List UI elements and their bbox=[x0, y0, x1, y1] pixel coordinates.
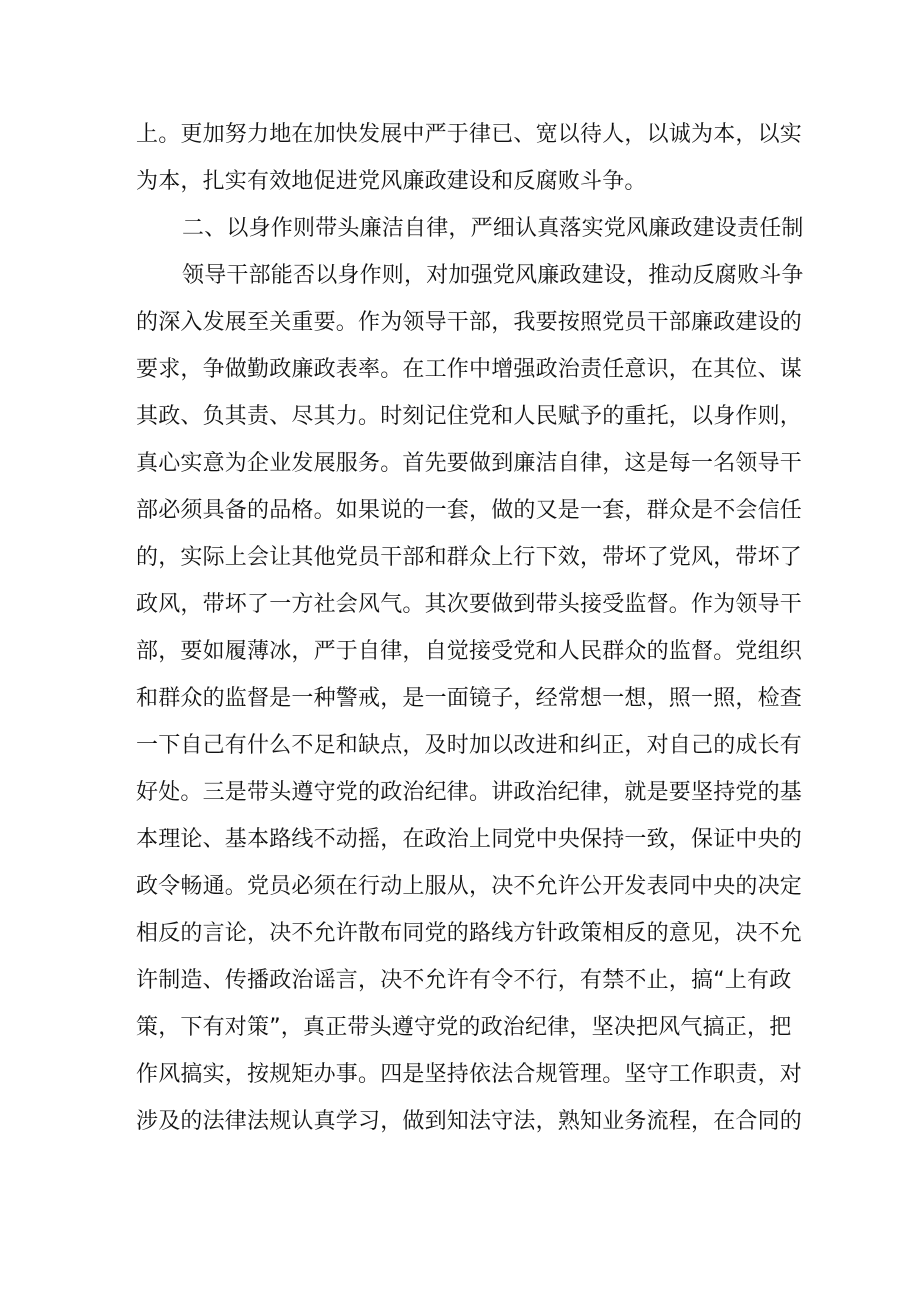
paragraph-line: 作风搞实，按规矩办事。四是坚持依法合规管理。坚守工作职责，对 bbox=[136, 1062, 803, 1087]
paragraph-line: 许制造、传播政治谣言，决不允许有令不行，有禁不止，搞“上有政 bbox=[136, 968, 792, 993]
paragraph-line: 部必须具备的品格。如果说的一套，做的又是一套，群众是不会信任 bbox=[136, 498, 803, 523]
paragraph-line: 相反的言论，决不允许散布同党的路线方针政策相反的意见，决不允 bbox=[136, 921, 803, 946]
paragraph-line: 好处。三是带头遵守党的政治纪律。讲政治纪律，就是要坚持党的基 bbox=[136, 780, 803, 805]
paragraph-line: 的，实际上会让其他党员干部和群众上行下效，带坏了党风，带坏了 bbox=[136, 545, 803, 570]
paragraph-line: 部，要如履薄冰，严于自律，自觉接受党和人民群众的监督。党组织 bbox=[136, 639, 803, 664]
paragraph-line: 策，下有对策”，真正带头遵守党的政治纪律，坚决把风气搞正，把 bbox=[136, 1015, 792, 1040]
section-heading: 二、以身作则带头廉洁自律，严细认真落实党风廉政建设责任制 bbox=[182, 216, 804, 241]
paragraph-line: 一下自己有什么不足和缺点，及时加以改进和纠正，对自己的成长有 bbox=[136, 733, 803, 758]
paragraph-line: 上。更加努力地在加快发展中严于律已、宽以待人，以诚为本，以实 bbox=[136, 122, 803, 147]
paragraph-line: 政风，带坏了一方社会风气。其次要做到带头接受监督。作为领导干 bbox=[136, 592, 803, 617]
paragraph-line: 本理论、基本路线不动摇，在政治上同党中央保持一致，保证中央的 bbox=[136, 827, 803, 852]
paragraph-line: 其政、负其责、尽其力。时刻记住党和人民赋予的重托，以身作则， bbox=[136, 404, 803, 429]
paragraph-line: 政令畅通。党员必须在行动上服从，决不允许公开发表同中央的决定 bbox=[136, 874, 803, 899]
paragraph-line: 领导干部能否以身作则，对加强党风廉政建设，推动反腐败斗争 bbox=[182, 263, 804, 288]
paragraph-line: 涉及的法律法规认真学习，做到知法守法，熟知业务流程，在合同的 bbox=[136, 1109, 803, 1134]
paragraph-line: 为本，扎实有效地促进党风廉政建设和反腐败斗争。 bbox=[136, 169, 647, 194]
paragraph-line: 和群众的监督是一种警戒，是一面镜子，经常想一想，照一照，检查 bbox=[136, 686, 803, 711]
paragraph-line: 的深入发展至关重要。作为领导干部，我要按照党员干部廉政建设的 bbox=[136, 310, 803, 335]
paragraph-line: 要求，争做勤政廉政表率。在工作中增强政治责任意识，在其位、谋 bbox=[136, 357, 803, 382]
paragraph-line: 真心实意为企业发展服务。首先要做到廉洁自律，这是每一名领导干 bbox=[136, 451, 803, 476]
